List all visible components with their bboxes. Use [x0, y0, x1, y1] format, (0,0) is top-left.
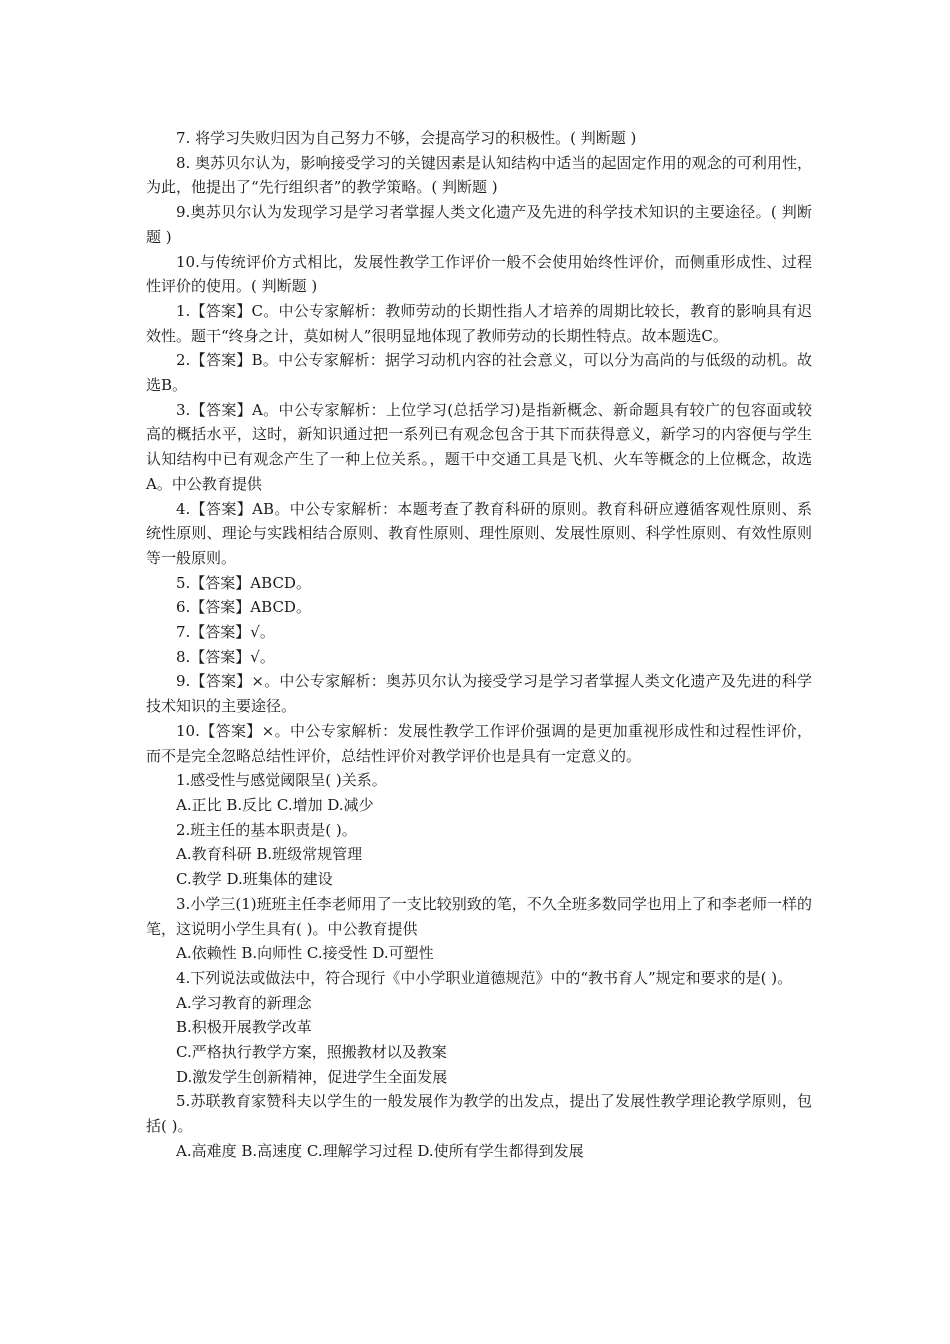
answer-5: 5.【答案】ABCD。 — [176, 573, 311, 592]
answer-7: 7.【答案】√。 — [176, 623, 275, 642]
question-4-option-b: B.积极开展教学改革 — [176, 1018, 312, 1037]
question-9: 9.奥苏贝尔认为发现学习是学习者掌握人类文化遗产及先进的科学技术知识的主要途径。( 判断题 ) — [146, 203, 812, 246]
question-2: 2.班主任的基本职责是( )。 — [176, 820, 357, 839]
answer-10: 10.【答案】×。中公专家解析：发展性教学工作评价强调的是更加重视形成性和过程性评价，而不是完全忽略总结性评价，总结性评价对教学评价也是具有一定意义的。 — [146, 721, 812, 765]
answer-6: 6.【答案】ABCD。 — [176, 598, 311, 617]
question-4: 4.下列说法或做法中，符合现行《中小学职业道德规范》中的“教书育人”规定和要求的是( )。 — [176, 968, 793, 987]
question-2-options-cd: C.教学 D.班集体的建设 — [176, 870, 333, 889]
question-10: 10.与传统评价方式相比，发展性教学工作评价一般不会使用始终性评价，而侧重形成性、过程性评价的使用。( 判断题 ) — [146, 252, 812, 296]
question-8: 8. 奥苏贝尔认为，影响接受学习的关键因素是认知结构中适当的起固定作用的观念的可利用性，为此，他提出了“先行组织者”的教学策略。( 判断题 ) — [146, 153, 812, 197]
answer-8: 8.【答案】√。 — [176, 647, 275, 666]
answer-9: 9.【答案】×。中公专家解析：奥苏贝尔认为接受学习是学习者掌握人类文化遗产及先进的科学技术知识的主要途径。 — [146, 672, 812, 716]
answer-4: 4.【答案】AB。中公专家解析：本题考查了教育科研的原则。教育科研应遵循客观性原则、系统性原则、理论与实践相结合原则、教育性原则、理性原则、发展性原则、科学性原则、有效性原则等一般原则。 — [146, 499, 812, 567]
document-page — [146, 126, 812, 1164]
question-5: 5.苏联教育家赞科夫以学生的一般发展作为教学的出发点，提出了发展性教学理论教学原则，包括( )。 — [146, 1092, 812, 1136]
answer-3: 3.【答案】A。中公专家解析：上位学习(总括学习)是指新概念、新命题具有较广的包容面或较高的概括水平，这时，新知识通过把一系列已有观念包含于其下而获得意义，新学习的内容便与学生认知结构中已有观念产生了一种上位关系。，题干中交通工具是飞机、火车等概念的上位概念，故选A。中公教育提供 — [146, 400, 812, 493]
question-1: 1.感受性与感觉阈限呈( )关系。 — [176, 771, 387, 790]
question-3: 3.小学三(1)班班主任李老师用了一支比较别致的笔，不久全班多数同学也用上了和李老师一样的笔，这说明小学生具有( )。中公教育提供 — [146, 894, 812, 938]
answer-1: 1.【答案】C。中公专家解析：教师劳动的长期性指人才培养的周期比较长，教育的影响具有迟效性。题干“终身之计，莫如树人”很明显地体现了教师劳动的长期性特点。故本题选C。 — [146, 301, 812, 345]
question-2-options-ab: A.教育科研 B.班级常规管理 — [176, 845, 363, 864]
question-7: 7. 将学习失败归因为自己努力不够，会提高学习的积极性。( 判断题 ) — [176, 129, 637, 147]
question-4-option-c: C.严格执行教学方案，照搬教材以及教案 — [176, 1043, 447, 1062]
question-1-options: A.正比 B.反比 C.增加 D.减少 — [176, 795, 374, 814]
question-5-options: A.高难度 B.高速度 C.理解学习过程 D.使所有学生都得到发展 — [176, 1141, 584, 1160]
question-4-option-a: A.学习教育的新理念 — [176, 993, 312, 1012]
question-3-options: A.依赖性 B.向师性 C.接受性 D.可塑性 — [176, 944, 434, 963]
question-4-option-d: D.激发学生创新精神，促进学生全面发展 — [176, 1067, 448, 1086]
answer-2: 2.【答案】B。中公专家解析：据学习动机内容的社会意义，可以分为高尚的与低级的动机。故选B。 — [146, 351, 812, 395]
